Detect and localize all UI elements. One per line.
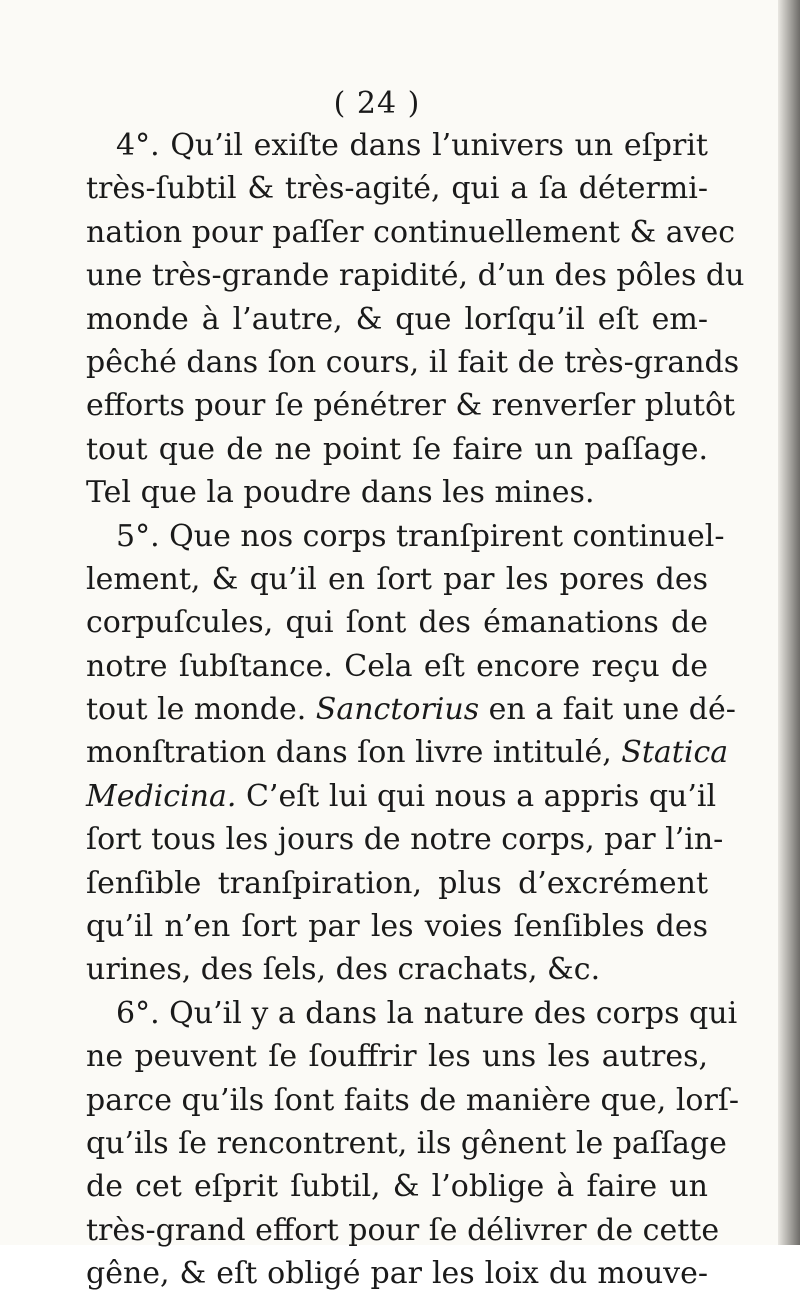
line-segment: monſtration dans ſon livre intitulé,	[86, 735, 622, 771]
text-line	[86, 688, 736, 731]
text-line: 5°. Que nos corps tranſpirent continuel-	[116, 518, 725, 554]
text-line: ſenſible tranſpiration, plus d’excrément	[86, 865, 708, 901]
text-line: monde à l’autre, & que lorſqu’il eſt em-	[86, 301, 708, 337]
italic-book-title: Medicina.	[86, 778, 237, 814]
text-line: nation pour paſſer continuellement & avec	[86, 214, 736, 250]
text-line: 6°. Qu’il y a dans la nature des corps qui	[116, 995, 738, 1031]
line-segment: en a fait une dé-	[479, 692, 736, 728]
text-line	[86, 775, 717, 818]
text-line: lement, & qu’il en ſort par les pores des	[86, 561, 708, 597]
italic-book-title: Statica	[621, 735, 729, 771]
line-segment: tout le monde.	[86, 692, 316, 728]
text-line: qu’il n’en ſort par les voies ſenſibles des	[86, 909, 708, 945]
text-line: très-ſubtil & très-agité, qui a ſa détermi-	[86, 171, 708, 207]
text-line	[86, 731, 729, 774]
text-line: tout que de ne point ſe faire un paſſage.	[86, 431, 708, 467]
text-line: efforts pour ſe pénétrer & renverſer plutôt	[86, 388, 736, 424]
text-line: ne peuvent ſe ſouffrir les uns les autres,	[86, 1039, 708, 1075]
text-line: parce qu’ils ſont faits de manière que, lorſ-	[86, 1082, 740, 1118]
text-line: très-grand effort pour ſe délivrer de cette	[86, 1212, 720, 1248]
text-line: gêne, & eſt obligé par les loix du mouve-	[86, 1256, 708, 1292]
text-block	[86, 84, 745, 1296]
text-line: ſort tous les jours de notre corps, par l’in-	[86, 822, 724, 858]
text-line: Tel que la poudre dans les mines.	[86, 475, 595, 511]
text-line: une très-grande rapidité, d’un des pôles du	[86, 258, 745, 294]
italic-author-name: Sanctorius	[315, 692, 480, 728]
text-line: qu’ils ſe rencontrent, ils gênent le paſſage	[86, 1125, 727, 1161]
line-segment: C’eſt lui qui nous a appris qu’il	[236, 778, 717, 814]
text-line: urines, des ſels, des crachats, &c.	[86, 952, 601, 988]
text-line: corpuſcules, qui ſont des émanations de	[86, 605, 708, 641]
text-line: 4°. Qu’il exiſte dans l’univers un eſprit	[116, 128, 708, 163]
page-edge-shadow	[778, 0, 800, 1245]
text-line: de cet eſprit ſubtil, & l’oblige à faire un	[86, 1169, 708, 1205]
page-number: ( 24 )	[333, 86, 421, 121]
text-line: pêché dans ſon cours, il fait de très-grands	[86, 344, 740, 380]
text-line: notre ſubſtance. Cela eſt encore reçu de	[86, 648, 708, 684]
